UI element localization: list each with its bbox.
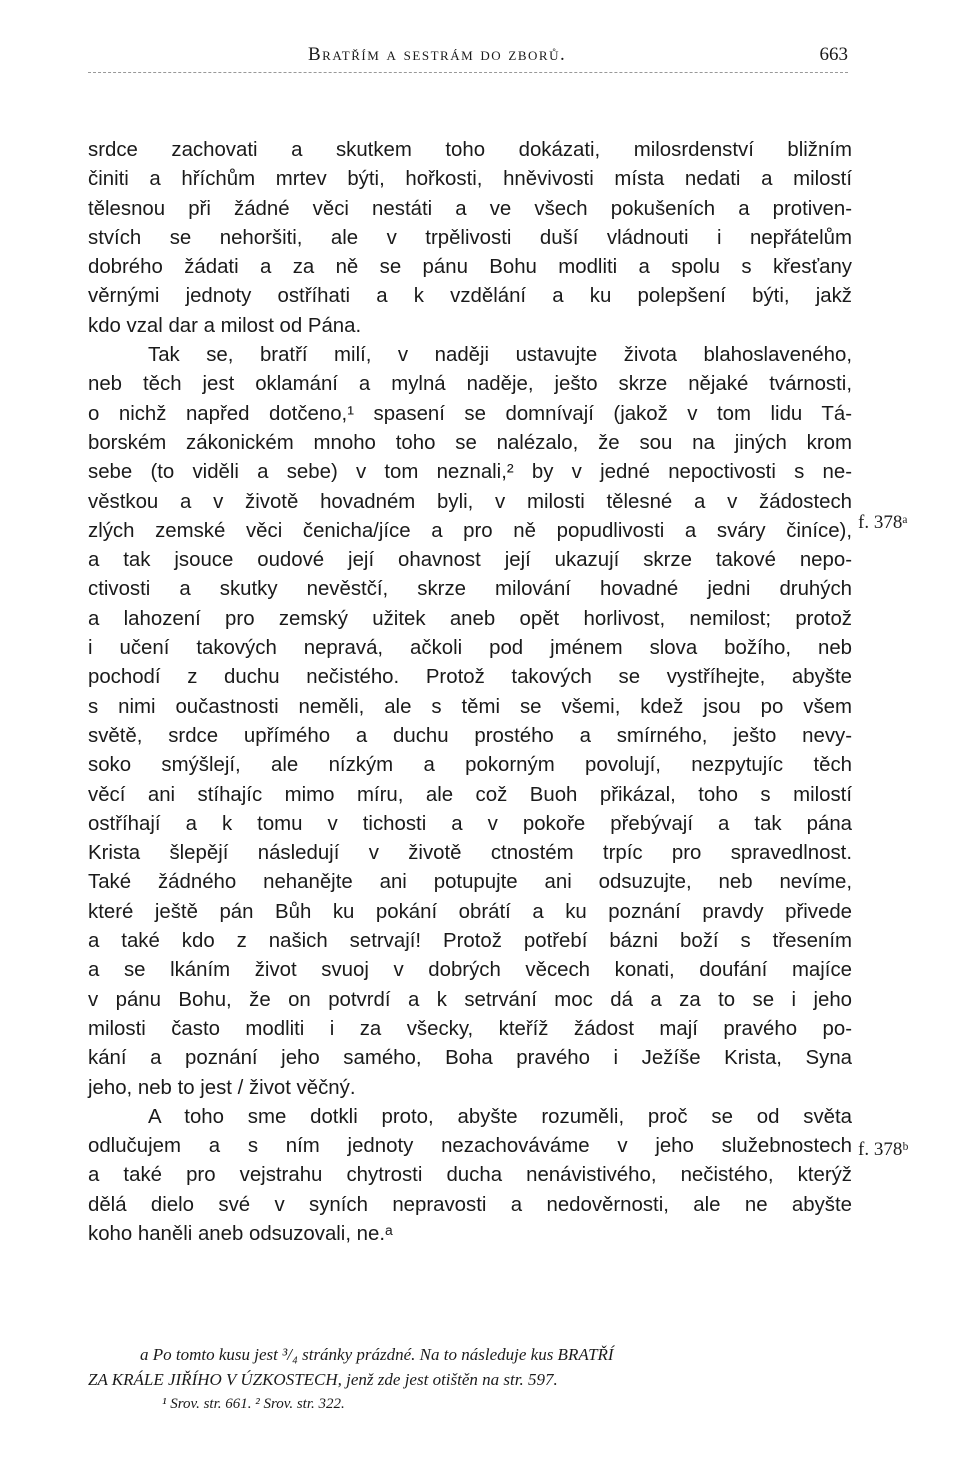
text-line: věcí ani stíhajíc mimo míru, ale což Buoh přikázal, toho s milostí — [88, 783, 852, 806]
folio-note-378b: f. 378ᵇ — [858, 1139, 909, 1160]
running-head: Bratřím a sestrám do zborů. — [308, 44, 567, 65]
text-line: tělesnou při žádné věci nestáti a ve všech pokušeních a protiven- — [88, 197, 852, 220]
text-line: A toho sme dotkli proto, abyšte rozuměli, proč se od světa — [148, 1105, 852, 1128]
folio-note-378a: f. 378ᵃ — [858, 512, 908, 533]
text-line: milosti často modliti i za všecky, kteříž žádost mají pravého po- — [88, 1017, 852, 1040]
text-line: a lahození pro zemský užitek aneb opět horlivost, nemilost; protož — [88, 607, 852, 630]
text-line: odlučujem a s ním jednoty nezachováváme v jeho služebnostech — [88, 1135, 852, 1158]
text-line: neb těch jest oklamání a mylná naděje, ješto skrze nějaké tvárnosti, — [88, 373, 852, 396]
text-line: stvích se nehoršiti, ale v trpělivosti duší vládnouti i nepřátelům — [88, 226, 852, 249]
text-line: dělá dielo své v syních nepravosti a nedověrnosti, ale ne abyšte — [88, 1193, 852, 1216]
text-line: Tak se, bratří milí, v naději ustavujte života blahoslaveného, — [148, 344, 852, 367]
text-line: o nichž napřed dotčeno,¹ spasení se domnívají (jakož v tom lidu Tá- — [88, 402, 852, 425]
page-header — [88, 40, 848, 72]
text-line: a také pro vejstrahu chytrosti ducha nenávistivého, nečistého, kterýž — [88, 1164, 852, 1187]
text-line: borském zákonickém mnoho toho se nalézalo, že sou na jiných krom — [88, 431, 852, 454]
text-line: činiti a hříchům mrtev býti, hořkosti, hněvivosti místa nedati a milostí — [88, 168, 852, 191]
text-line: světě, srdce upřímého a duchu prostého a smírného, ješto nevy- — [88, 724, 852, 747]
text-line: v pánu Bohu, že on potvrdí a k setrvání moc dá a za to se i jeho — [88, 988, 852, 1011]
text-line: jeho, neb to jest / život věčný. — [88, 1076, 356, 1099]
text-line: pochodí z duchu nečistého. Protož takových se vystříhejte, abyšte — [88, 666, 852, 689]
text-line: věstkou a v životě hovadném byli, v milosti tělesné a v žádostech — [88, 490, 852, 513]
text-line: ostříhají a k tomu v tichosti a v pokoře přebývají a tak pána — [88, 812, 852, 835]
text-line: ctivosti a skutky nevěstčí, skrze milování hovadné jedni druhých — [88, 578, 852, 601]
text-line: a se lkáním život svuoj v dobrých věcech konati, doufání majíce — [88, 959, 852, 982]
text-line: koho haněli aneb odsuzovali, ne.ᵃ — [88, 1222, 393, 1245]
page-number: 663 — [819, 44, 848, 65]
text-line: které ještě pán Bůh ku pokání obrátí a ku poznání pravdy přivede — [88, 900, 852, 923]
text-line: s nimi oučastnosti neměli, ale s těmi se všemi, kdež jsou po všem — [88, 695, 852, 718]
footnote-references: ¹ Srov. str. 661. ² Srov. str. 322. — [162, 1396, 345, 1412]
text-line: věrnými jednoty ostříhati a k vzdělání a ku polepšení býti, jakž — [88, 285, 852, 308]
text-line: soko smýšlejí, ale nízkým a pokorným povolují, nezpytujíc těch — [88, 754, 852, 777]
text-line: srdce zachovati a skutkem toho dokázati, milosrdenství bližním — [88, 139, 852, 161]
text-line: kání a poznání jeho samého, Boha pravého i Ježíše Krista, Syna — [88, 1047, 852, 1070]
text-line: sebe (to viděli a sebe) v tom neznali,² by v jedné nepoctivosti s ne- — [88, 461, 852, 484]
text-line: i učení takových nepravá, ačkoli pod jménem slova božího, neb — [88, 637, 852, 660]
footnotes — [88, 1342, 878, 1417]
footnote-a-line1: a Po tomto kusu jest ³/₄ stránky prázdné. Na to následuje kus BRATŘÍ — [140, 1345, 614, 1364]
text-line: zlých zemské věci čenicha/jíce a pro ně popudlivosti a sváry činíce), — [88, 519, 852, 542]
text-line: dobrého žádati a za ně se pánu Bohu modliti a spolu s křesťany — [88, 256, 852, 279]
text-line: kdo vzal dar a milost od Pána. — [88, 314, 362, 337]
main-text — [88, 136, 852, 1249]
text-line: a tak jsouce oudové její ohavnost její ukazují skrze takové nepo- — [88, 549, 852, 572]
footnote-a-line2: ZA KRÁLE JIŘÍHO V ÚZKOSTECH, jenž zde jest otištěn na str. 597. — [88, 1370, 558, 1389]
text-line: Také žádného nehanějte ani potupujte ani odsuzujte, neb nevíme, — [88, 871, 852, 894]
header-rule — [88, 72, 848, 73]
text-line: Krista šlepějí následují v životě ctnostém trpíc pro spravedlnost. — [88, 842, 852, 865]
text-line: a také kdo z našich setrvají! Protož potřebí bázni boží s třesením — [88, 930, 852, 953]
